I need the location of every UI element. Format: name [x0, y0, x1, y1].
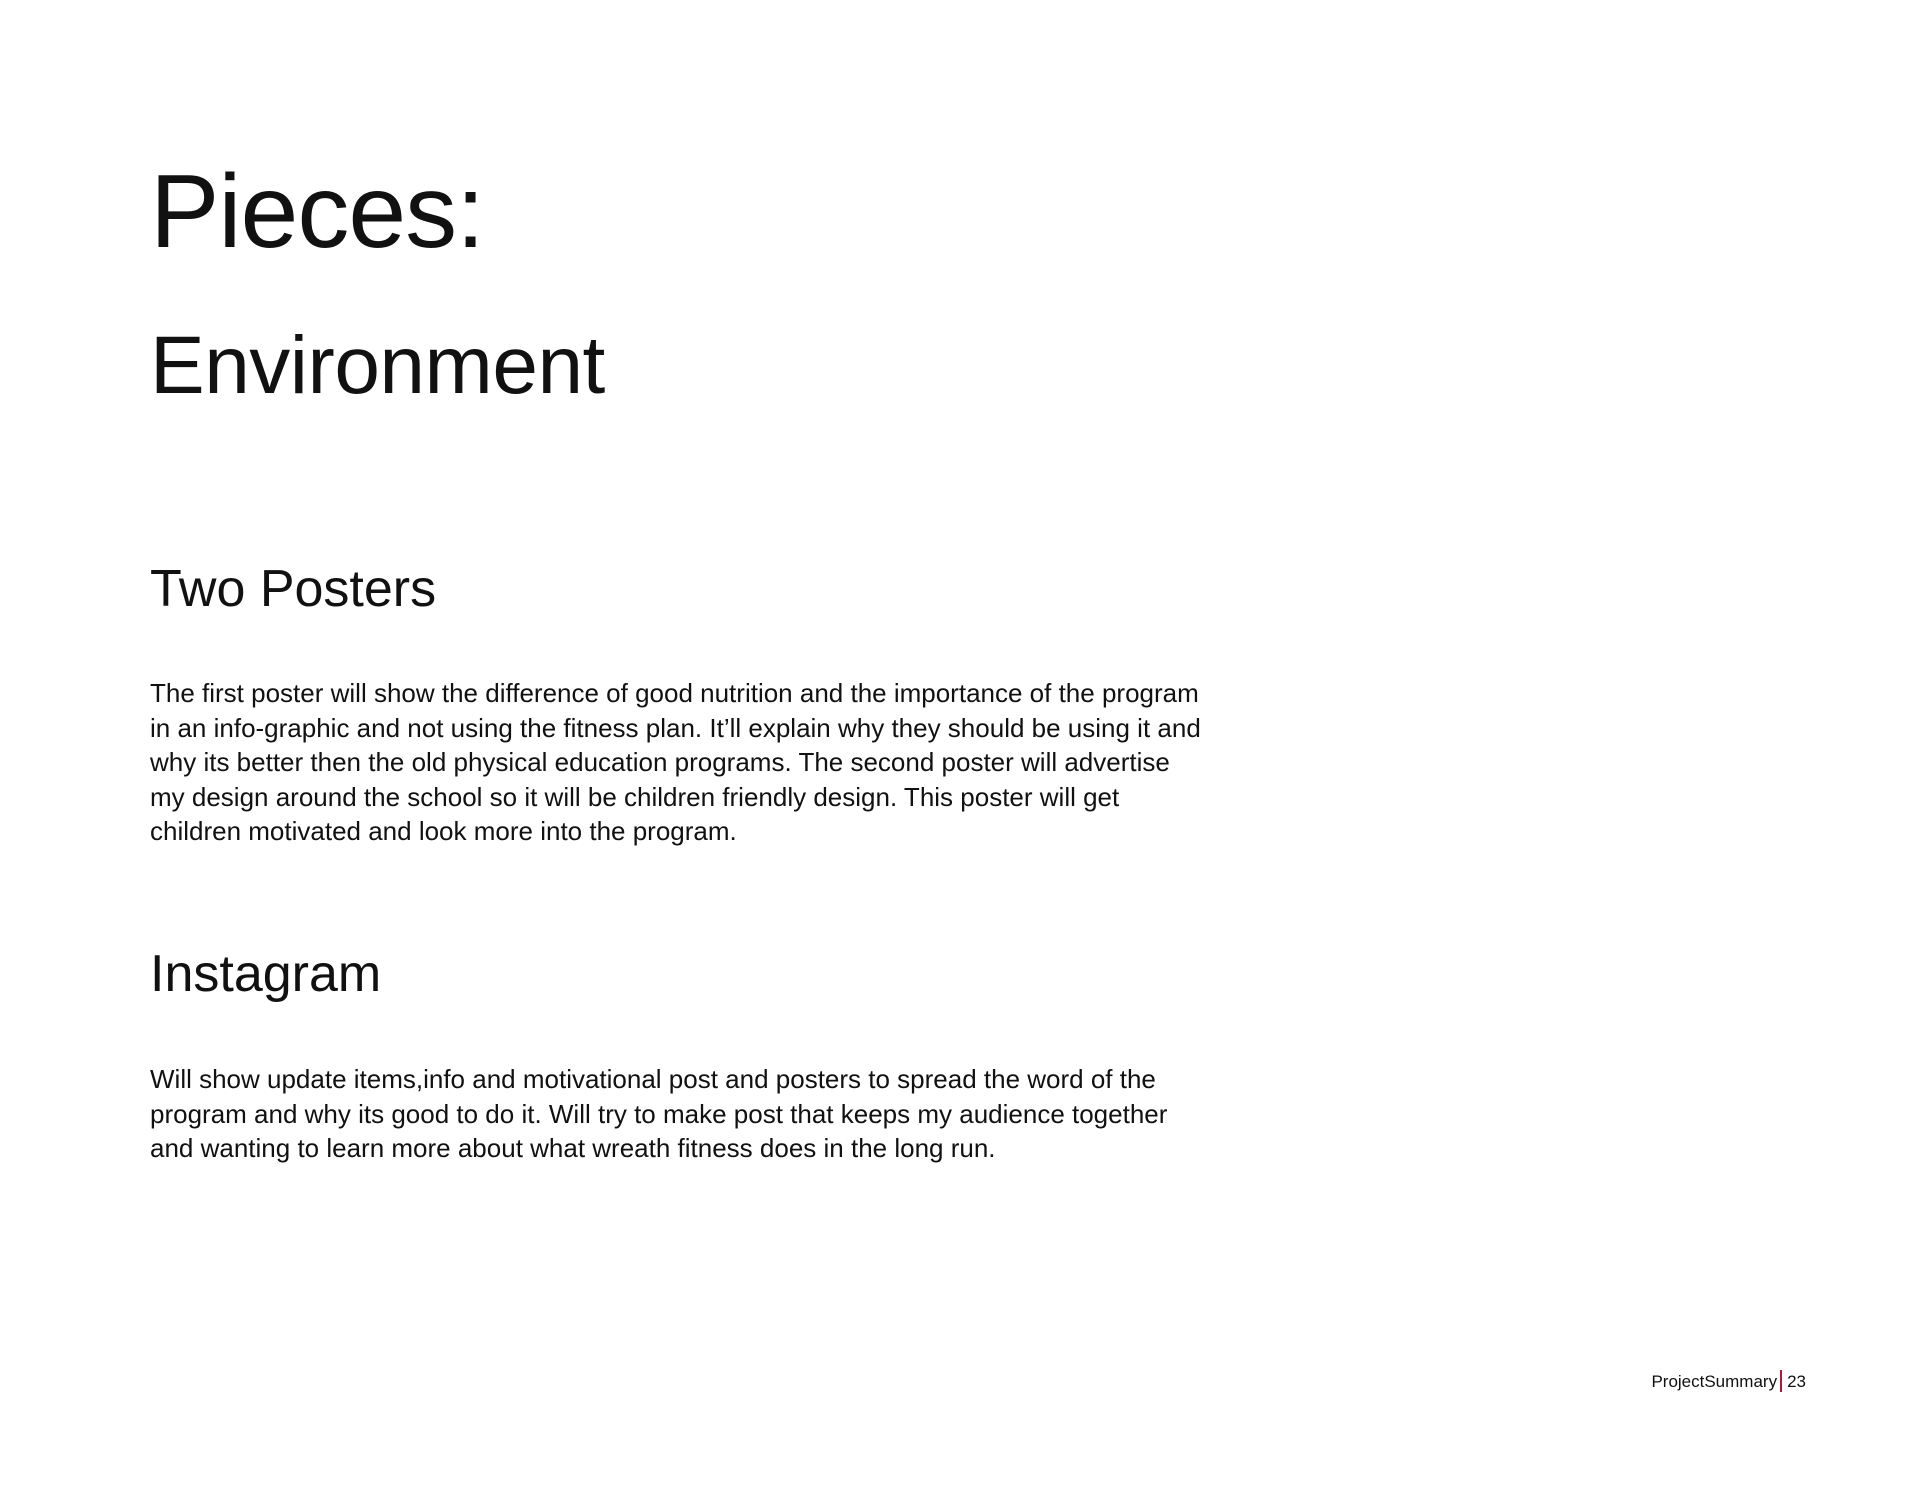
section-body-instagram: Will show update items,info and motivational post and posters to spread the word of the program and why its good to do it. Will try to make post that keeps my audience together and wanting to learn more about what wreath fitness does in the long run.: [150, 1064, 1168, 1163]
section-title-two-posters: Two Posters: [150, 560, 437, 618]
footer-divider: [1780, 1370, 1782, 1392]
section-title-instagram: Instagram: [150, 945, 382, 1003]
page-subheading: Environment: [150, 320, 605, 411]
footer-label: ProjectSummary: [1651, 1371, 1778, 1391]
page-heading: Pieces:: [150, 154, 485, 270]
section-body-two-posters: The first poster will show the difference of good nutrition and the importance of the program in an info-graphic and not using the fitness plan. It’ll explain why they should be using it and why its better then the old physical education programs. The second poster will advertise my design around the school so it will be children friendly design. This poster will get children motivated and look more into the program.: [150, 678, 1201, 846]
page-footer: [1651, 1370, 1806, 1392]
page-number: 23: [1787, 1371, 1806, 1391]
